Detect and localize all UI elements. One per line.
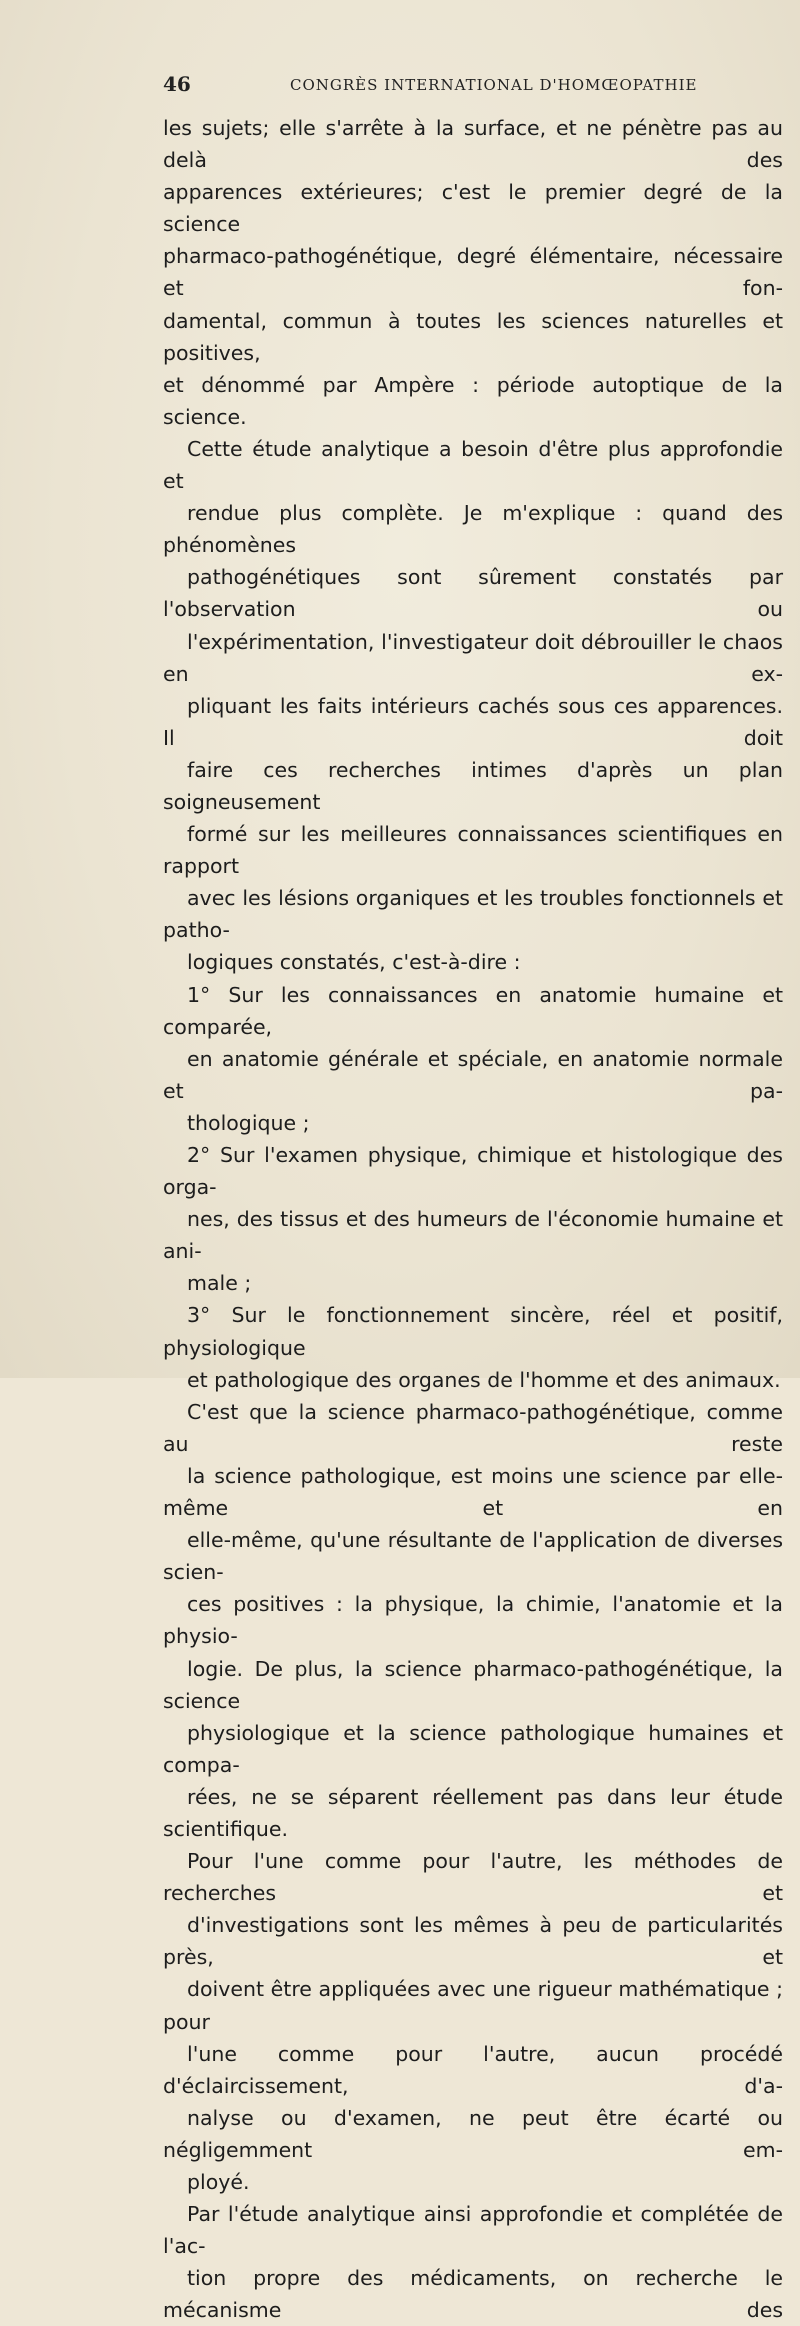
text-line: en anatomie générale et spéciale, en anatomie normale et pa- [163, 1046, 783, 1103]
text-line: la science pathologique, est moins une science par elle-même et en [163, 1463, 783, 1521]
text-line: l'une comme pour l'autre, aucun procédé d'éclaircissement, d'a- [163, 2041, 783, 2098]
text-line: et dénommé par Ampère : période autoptique de la science. [163, 372, 783, 429]
text-line: 2° Sur l'examen physique, chimique et histologique des orga- [163, 1143, 783, 1200]
paragraph [163, 1299, 783, 1395]
text-line: logiques constatés, c'est-à-dire : [187, 950, 521, 975]
text-line: formé sur les meilleures connaissances scientifiques en rapport [163, 822, 783, 879]
text-line: rées, ne se séparent réellement pas dans leur étude scientifique. [163, 1784, 783, 1841]
text-line: rendue plus complète. Je m'explique : quand des phénomènes [163, 501, 783, 558]
text-line: Par l'étude analytique ainsi approfondie et complétée de l'ac- [163, 2202, 783, 2259]
text-line: ces positives : la physique, la chimie, l'anatomie et la physio- [163, 1592, 783, 1649]
text-line: avec les lésions organiques et les troubles fonctionnels et patho- [163, 886, 783, 943]
text-line: pathogénétiques sont sûrement constatés par l'observation ou [163, 565, 783, 622]
text-line: apparences extérieures; c'est le premier degré de la science [163, 180, 783, 237]
paragraph [163, 112, 783, 433]
text-line: faire ces recherches intimes d'après un plan soigneusement [163, 757, 783, 814]
paragraph [163, 1139, 783, 1299]
text-line: Pour l'une comme pour l'autre, les méthodes de recherches et [163, 1849, 783, 1906]
text-line: nalyse ou d'examen, ne peut être écarté ou négligemment em- [163, 2105, 783, 2162]
text-line: d'investigations sont les mêmes à peu de particularités près, et [163, 1913, 783, 1970]
text-line: ployé. [187, 2170, 250, 2194]
text-line: elle-même, qu'une résultante de l'application de diverses scien- [163, 1528, 783, 1585]
page-header [163, 72, 783, 98]
text-line: logie. De plus, la science pharmaco-pathogénétique, la science [163, 1656, 783, 1713]
text-line: les sujets; elle s'arrête à la surface, et ne pénètre pas au delà des [163, 116, 783, 173]
text-line: pliquant les faits intérieurs cachés sous ces apparences. Il doit [163, 693, 783, 750]
paragraph [163, 433, 783, 979]
body-text [163, 112, 783, 2326]
text-line: male ; [187, 1271, 252, 1296]
text-line: et pathologique des organes de l'homme et des animaux. [187, 1367, 781, 1392]
paragraph [163, 979, 783, 1139]
text-line: damental, commun à toutes les sciences naturelles et positives, [163, 308, 783, 365]
text-line: l'expérimentation, l'investigateur doit débrouiller le chaos en ex- [163, 629, 783, 686]
paragraph [163, 2198, 783, 2326]
paragraph [163, 1396, 783, 2198]
text-line: tion propre des médicaments, on recherche le mécanisme des [163, 2266, 783, 2323]
text-line: 3° Sur le fonctionnement sincère, réel et positif, physiologique [163, 1303, 783, 1360]
text-line: thologique ; [187, 1110, 310, 1135]
text-line: physiologique et la science pathologique humaines et compa- [163, 1720, 783, 1777]
text-line: Cette étude analytique a besoin d'être plus approfondie et [163, 436, 783, 494]
running-title: CONGRÈS INTERNATIONAL D'HOMŒOPATHIE [290, 76, 698, 94]
text-line: doivent être appliquées avec une rigueur mathématique ; pour [163, 1977, 783, 2034]
text-line: pharmaco-pathogénétique, degré élémentaire, nécessaire et fon- [163, 244, 783, 301]
text-line: nes, des tissus et des humeurs de l'économie humaine et ani- [163, 1207, 783, 1264]
text-line: C'est que la science pharmaco-pathogénétique, comme au reste [163, 1399, 783, 1456]
page-number: 46 [163, 72, 191, 96]
text-line: 1° Sur les connaissances en anatomie humaine et comparée, [163, 982, 783, 1039]
